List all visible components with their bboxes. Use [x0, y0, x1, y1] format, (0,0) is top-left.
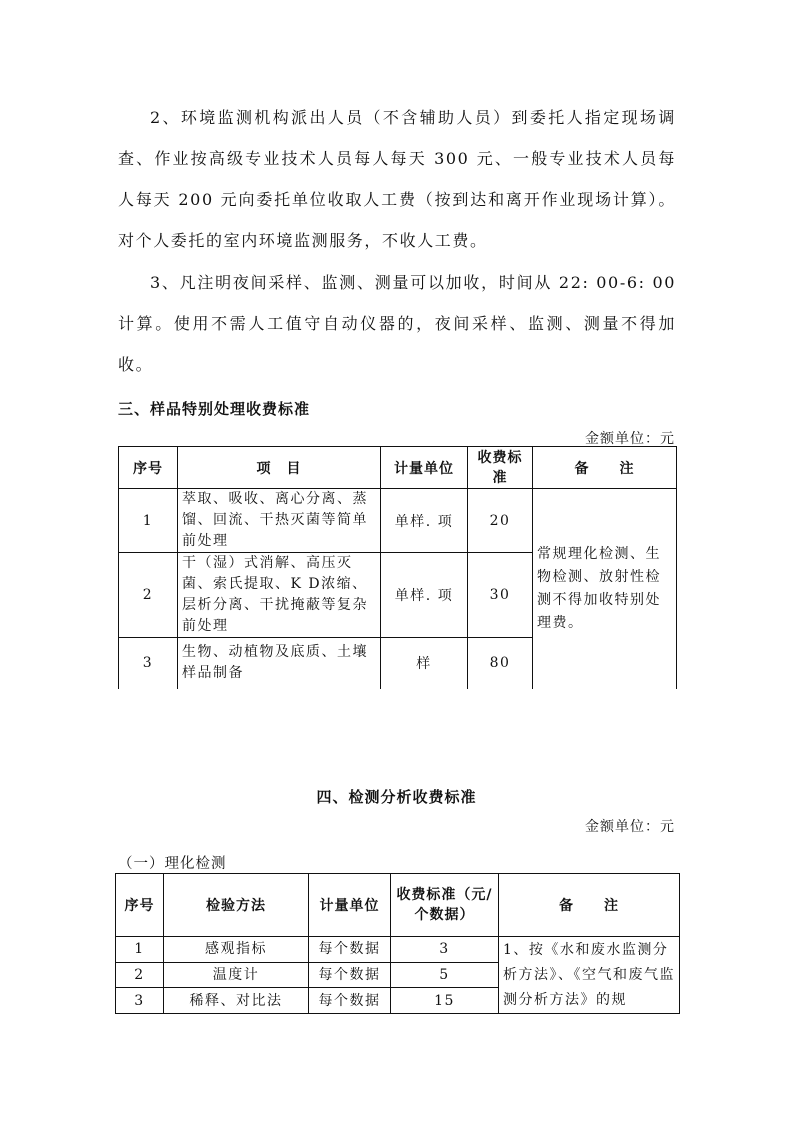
row-fee: 20: [468, 489, 533, 553]
row-fee: 15: [391, 988, 499, 1014]
header-note: 备 注: [533, 447, 677, 489]
table-header-row: [119, 447, 677, 489]
row-method: 温度计: [164, 962, 309, 988]
row-fee: 5: [391, 962, 499, 988]
section4-subtitle: （一）理化检测: [118, 856, 227, 872]
header-unit: 计量单位: [309, 874, 391, 937]
row-item: 生物、动植物及底质、土壤样品制备: [178, 638, 381, 689]
row-unit: 样: [381, 638, 468, 689]
row-unit: 单样. 项: [381, 489, 468, 553]
header-note: 备 注: [499, 874, 680, 937]
row-unit: 每个数据: [309, 988, 391, 1014]
physicochemical-test-fee-table: [115, 873, 680, 1014]
row-unit: 每个数据: [309, 962, 391, 988]
paragraph-personnel-fee-text: 2、环境监测机构派出人员（不含辅助人员）到委托人指定现场调查、作业按高级专业技术人员每人每天 300 元、一般专业技术人员每人每天 200 元向委托单位收取人工费（按到达和离开作业现场计算）。对个人委托的室内环境监测服务，不收人工费。: [118, 108, 676, 250]
header-unit: 计量单位: [381, 447, 468, 489]
row-item: 萃取、吸收、离心分离、蒸馏、回流、干热灭菌等简单前处理: [178, 489, 381, 553]
paragraph-personnel-fee: [118, 97, 676, 261]
header-item: 项 目: [178, 447, 381, 489]
header-method: 检验方法: [164, 874, 309, 937]
row-no: 2: [116, 962, 164, 988]
row-item: 干（湿）式消解、高压灭菌、索氏提取、K D浓缩、层析分离、干扰掩蔽等复杂前处理: [178, 553, 381, 638]
header-fee: 收费标准（元/个数据）: [391, 874, 499, 937]
row-fee: 80: [468, 638, 533, 689]
row-no: 1: [116, 937, 164, 963]
row-no: 3: [119, 638, 178, 689]
paragraph-night-surcharge-text: 3、凡注明夜间采样、监测、测量可以加收，时间从 22: 00-6: 00 计算。使用不需人工值守自动仪器的，夜间采样、监测、测量不得加收。: [118, 273, 676, 374]
row-no: 3: [116, 988, 164, 1014]
row-unit: 单样. 项: [381, 553, 468, 638]
paragraph-night-surcharge: [118, 262, 676, 385]
row-unit: 每个数据: [309, 937, 391, 963]
row-no: 2: [119, 553, 178, 638]
section4-unit-note: 金额单位：元: [585, 819, 675, 835]
row-no: 1: [119, 489, 178, 553]
row-fee: 3: [391, 937, 499, 963]
table-row: [116, 937, 680, 963]
row-note: 1、按《水和废水监测分析方法》、《空气和废气监测分析方法》的规: [499, 937, 680, 1014]
sample-treatment-fee-table: [118, 446, 677, 689]
header-no: 序号: [116, 874, 164, 937]
header-fee: 收费标准: [468, 447, 533, 489]
header-no: 序号: [119, 447, 178, 489]
row-method: 感观指标: [164, 937, 309, 963]
row-note: 常规理化检测、生物检测、放射性检测不得加收特别处理费。: [533, 489, 677, 689]
table-row: [119, 489, 677, 553]
section3-unit-note: 金额单位：元: [585, 431, 675, 447]
table-header-row: [116, 874, 680, 937]
section3-title: 三、样品特别处理收费标准: [118, 400, 311, 418]
row-fee: 30: [468, 553, 533, 638]
section4-title: 四、检测分析收费标准: [316, 788, 477, 806]
row-method: 稀释、对比法: [164, 988, 309, 1014]
